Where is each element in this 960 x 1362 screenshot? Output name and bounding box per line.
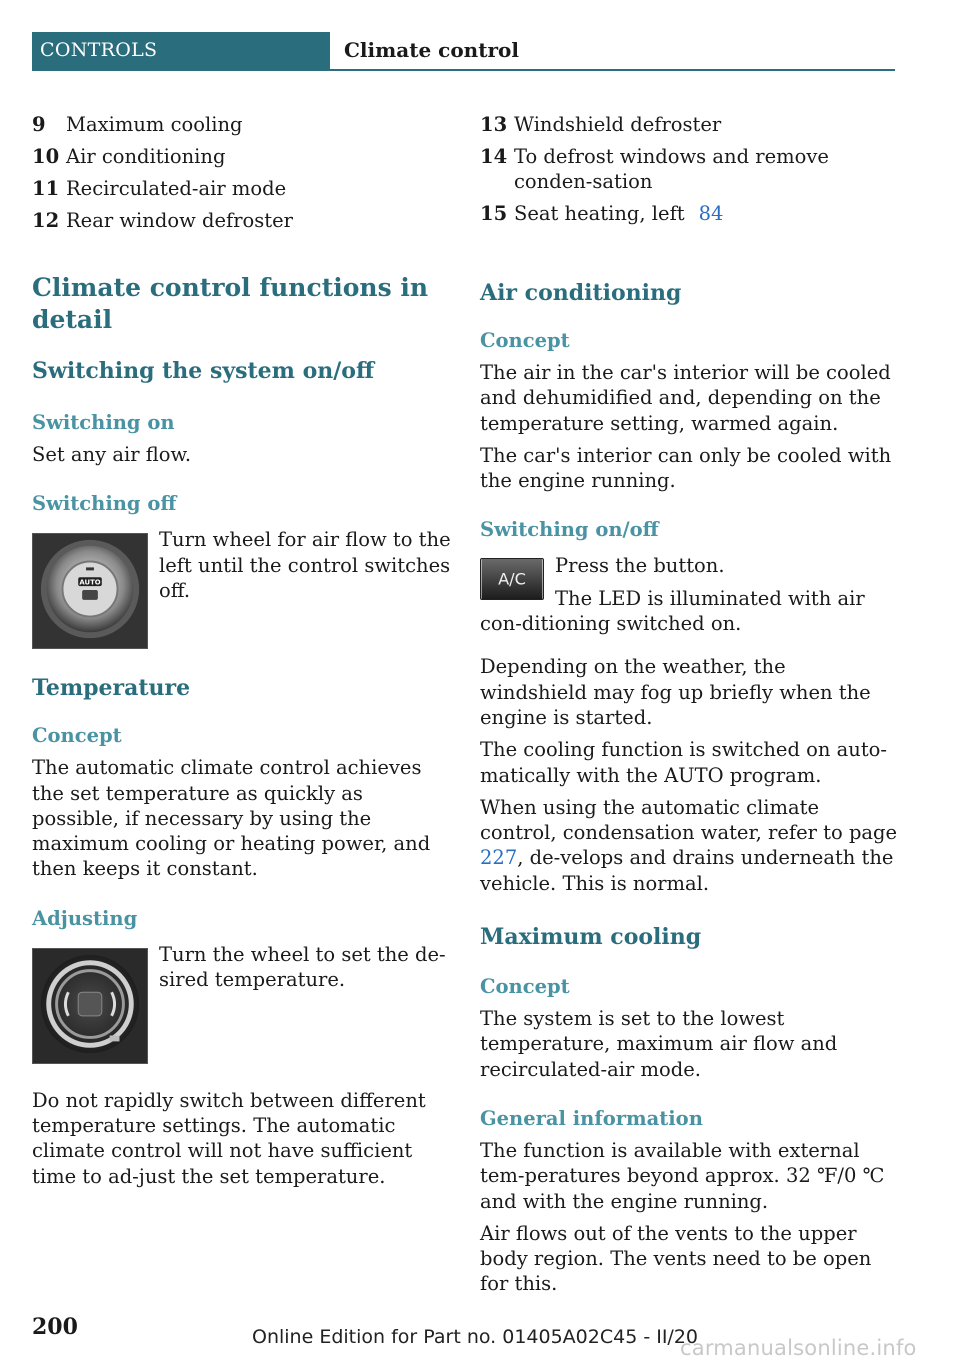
legend-number: 14 [480,145,508,168]
legend-text: Maximum cooling [66,113,243,136]
right-column [480,112,898,1297]
legend-item [480,144,898,194]
left-column [32,112,452,1189]
heading-adjusting: Adjusting [32,906,138,930]
legend-text: Rear window defroster [66,209,293,232]
text-weather: Depending on the weather, the windshield may fog up briefly when the engine is started. [480,655,871,729]
heading-switching-system: Switching the system on/off [32,358,375,384]
heading-temperature: Temperature [32,675,191,702]
page-reference-link[interactable]: 227 [480,846,518,870]
legend-item [480,112,898,137]
text-general-2: Air flows out of the vents to the upper body region. The vents need to be open for this. [480,1221,872,1296]
legend-number: 10 [32,145,60,168]
legend-text: To defrost windows and remove conden‐sation [514,145,829,193]
heading-concept: Concept [480,329,570,352]
legend-list-right [480,112,898,226]
legend-text: Windshield defroster [514,113,722,136]
ac-button-label: A/C [498,570,526,590]
watermark: carmanualsonline.info [680,1336,917,1360]
legend-item [32,208,452,233]
heading-concept-2: Concept [480,975,570,999]
text-cooling-auto: The cooling function is switched on auto‐matically with the AUTO program. [480,738,888,787]
legend-item [32,112,452,137]
temperature-wheel-image [32,948,148,1064]
text-condensation [480,795,898,896]
legend-text: Air conditioning [66,145,226,168]
legend-number: 11 [32,177,60,200]
legend-text [514,201,898,226]
legend-number: 12 [32,209,60,232]
text-led: The LED is illuminated with air con‐ditioning switched on. [480,586,865,636]
text-concept-2: The car's interior can only be cooled with the engine running. [480,443,892,493]
heading-switching-off: Switching off [32,492,177,516]
heading-functions-detail: Climate control functions in detail [32,273,429,334]
legend-number: 9 [32,113,46,136]
ac-button-figure [480,553,898,636]
legend-text: Recirculated-air mode [66,177,287,200]
legend-item [32,144,452,169]
ac-button-image [480,558,544,600]
heading-general-information: General information [480,1106,703,1130]
text-general-1: The function is available with external tem‐peratures beyond approx. 32 ℉/0 ℃ and with the engine running. [480,1138,885,1213]
heading-concept: Concept [32,724,122,748]
text-concept: The automatic climate control achieves the set temperature as quickly as possible, if necessary by using the maximum cooling or heating power, and then keeps it constant. [32,756,431,881]
text-adjusting: Turn the wheel to set the de‐sired temperature. [159,942,446,992]
switching-off-figure [32,527,452,647]
heading-maximum-cooling: Maximum cooling [480,924,702,951]
adjusting-figure [32,942,452,1062]
text-switching-off: Turn wheel for air flow to the left until the control switches off. [159,528,451,602]
page-number: 200 [32,1314,78,1340]
wheel-auto-label: AUTO [79,578,101,587]
legend-list-left [32,112,452,233]
text-press-button: Press the button. [555,554,725,578]
heading-switching-on-off: Switching on/off [480,518,659,542]
chapter-title: Climate control [344,38,519,62]
page-reference-link[interactable]: 84 [698,202,724,225]
section-label: CONTROLS [32,32,330,69]
page-header [32,32,895,71]
text-switching-on: Set any air flow. [32,443,192,466]
heading-air-conditioning: Air conditioning [480,280,682,306]
air-flow-wheel-image [32,533,148,649]
edition-line: Online Edition for Part no. 01405A02C45 - II/20 [252,1326,699,1348]
legend-number: 13 [480,113,508,136]
text-maxcool-concept: The system is set to the lowest temperature, maximum air flow and recirculated-air mode. [480,1007,838,1081]
legend-number: 15 [480,202,508,225]
heading-switching-on: Switching on [32,411,175,434]
text-warning: Do not rapidly switch between different temperature settings. The automatic climate control will not have sufficient time to ad‐just the set temperature. [32,1088,426,1188]
legend-item [480,201,898,226]
text-condensation-b: , de‐velops and drains underneath the vehicle. This is normal. [480,846,894,895]
legend-text-main: Seat heating, left [514,202,685,225]
text-concept-1: The air in the car's interior will be cooled and dehumidified and, depending on the temperature setting, warmed again. [480,361,891,435]
text-condensation-a: When using the automatic climate control, condensation water, refer to page [480,795,898,845]
legend-item [32,176,452,201]
